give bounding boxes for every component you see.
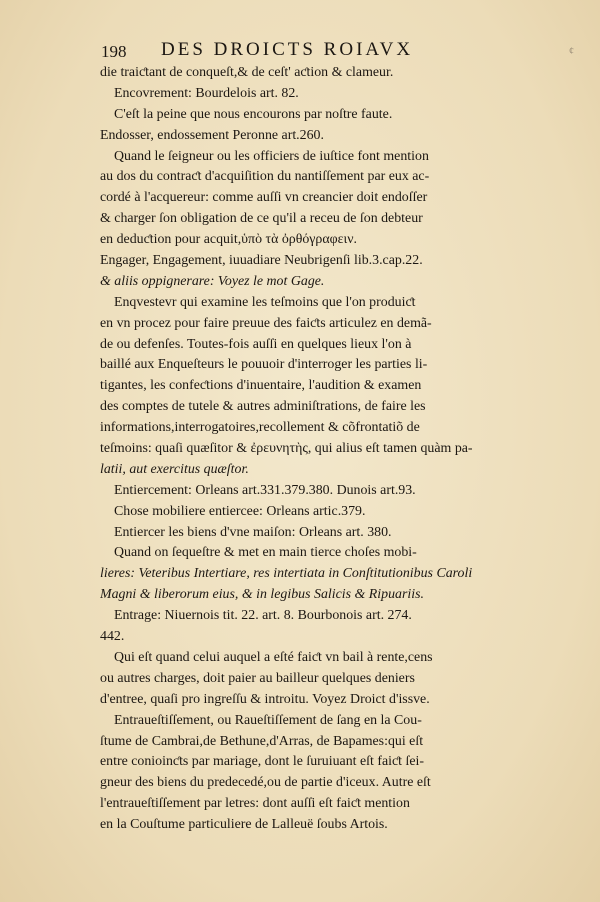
text-line: des comptes de tutele & autres adminiſtrations, de faire les [100,399,426,415]
text-line: Engager, Engagement, iuuadiare Neubrigenſi lib.3.cap.22. [100,253,423,269]
text-line: Magni & liberorum eius, & in legibus Salicis & Ripuariis. [100,587,424,603]
text-line: l'entraueſtiſſement par letres: dont auſſi eſt faiƈt mention [100,796,410,812]
text-line: en deduƈtion pour acquit,ὑπὸ τὰ ὀρθόγραφειν. [100,232,357,248]
margin-mark: ¢ [569,46,574,57]
text-line: Endosser, endossement Peronne art.260. [100,127,324,143]
text-line: Qui eſt quand celui auquel a eſté faiƈt vn bail à rente,cens [114,649,433,665]
text-line: Encovrement: Bourdelois art. 82. [114,85,299,101]
text-line: informations,interrogatoires,recollement & cõfrontatiõ de [100,420,420,436]
text-line: en la Couſtume particuliere de Lalleuë ſoubs Artois. [100,817,388,833]
text-line: & aliis oppignerare: Voyez le mot Gage. [100,273,325,289]
body-text [100,63,516,836]
text-line: C'eſt la peine que nous encourons par noſtre faute. [114,106,393,122]
text-line: d'entree, quaſi pro ingreſſu & introitu. Voyez Droict d'issve. [100,691,430,707]
text-line: entre conioinƈts par mariage, dont le ſuruiuant eſt faiƈt ſei- [100,754,424,770]
text-line: cordé à l'acquereur: comme auſſi vn creancier doit endoſſer [100,190,428,206]
page-number: 198 [101,42,127,61]
text-line: Quand le ſeigneur ou les officiers de iuſtice font mention [114,148,429,164]
text-line: Entrage: Niuernois tit. 22. art. 8. Bourbonois art. 274. [114,608,412,624]
text-line: ou autres charges, doit paier au bailleur quelques deniers [100,670,415,686]
text-line: Quand on ſequeſtre & met en main tierce choſes mobi- [114,545,417,561]
text-line: teſmoins: quaſi quæſitor & ἐρευνητὴς, qui alius eſt tamen quàm pa- [100,441,473,457]
text-line: de ou defenſes. Toutes-fois auſſi en quelques lieux l'on à [100,336,412,352]
text-line: Entraueſtiſſement, ou Raueſtiſſement de ſang en la Cou- [114,712,422,728]
text-line: Enqvestevr qui examine les teſmoins que l'on produiƈt [114,294,416,310]
text-line: baillé aux Enqueſteurs le pouuoir d'interroger les parties li- [100,357,428,373]
text-line: latii, aut exercitus quæſtor. [100,461,249,477]
text-line: die traiƈtant de conqueſt,& de ceſt' aƈtion & clameur. [100,65,394,80]
text-line: en vn procez pour faire preuue des faiƈts articulez en demã- [100,315,432,331]
text-line: ſtume de Cambrai,de Bethune,d'Arras, de Bapames:qui eſt [100,733,424,749]
text-line: Chose mobiliere entiercee: Orleans artic.379. [114,503,366,519]
text-line: gneur des biens du predecedé,ou de partie d'iceux. Autre eſt [100,775,431,791]
text-line: au dos du contraƈt d'acquiſition du nantiſſement par eux ac- [100,169,430,185]
text-line: 442. [100,629,125,645]
text-line: & charger ſon obligation de ce qu'il a receu de ſon debteur [100,211,423,227]
running-title: DES DROICTS ROIAVX [161,39,414,60]
text-line: tigantes, les confeƈtions d'inuentaire, l'audition & examen [100,378,422,394]
text-line: Entiercer les biens d'vne maiſon: Orleans art. 380. [114,524,392,540]
text-line: Entiercement: Orleans art.331.379.380. Dunois art.93. [114,482,416,498]
text-line: lieres: Veteribus Intertiare, res intertiata in Conſtitutionibus Caroli [100,566,473,582]
